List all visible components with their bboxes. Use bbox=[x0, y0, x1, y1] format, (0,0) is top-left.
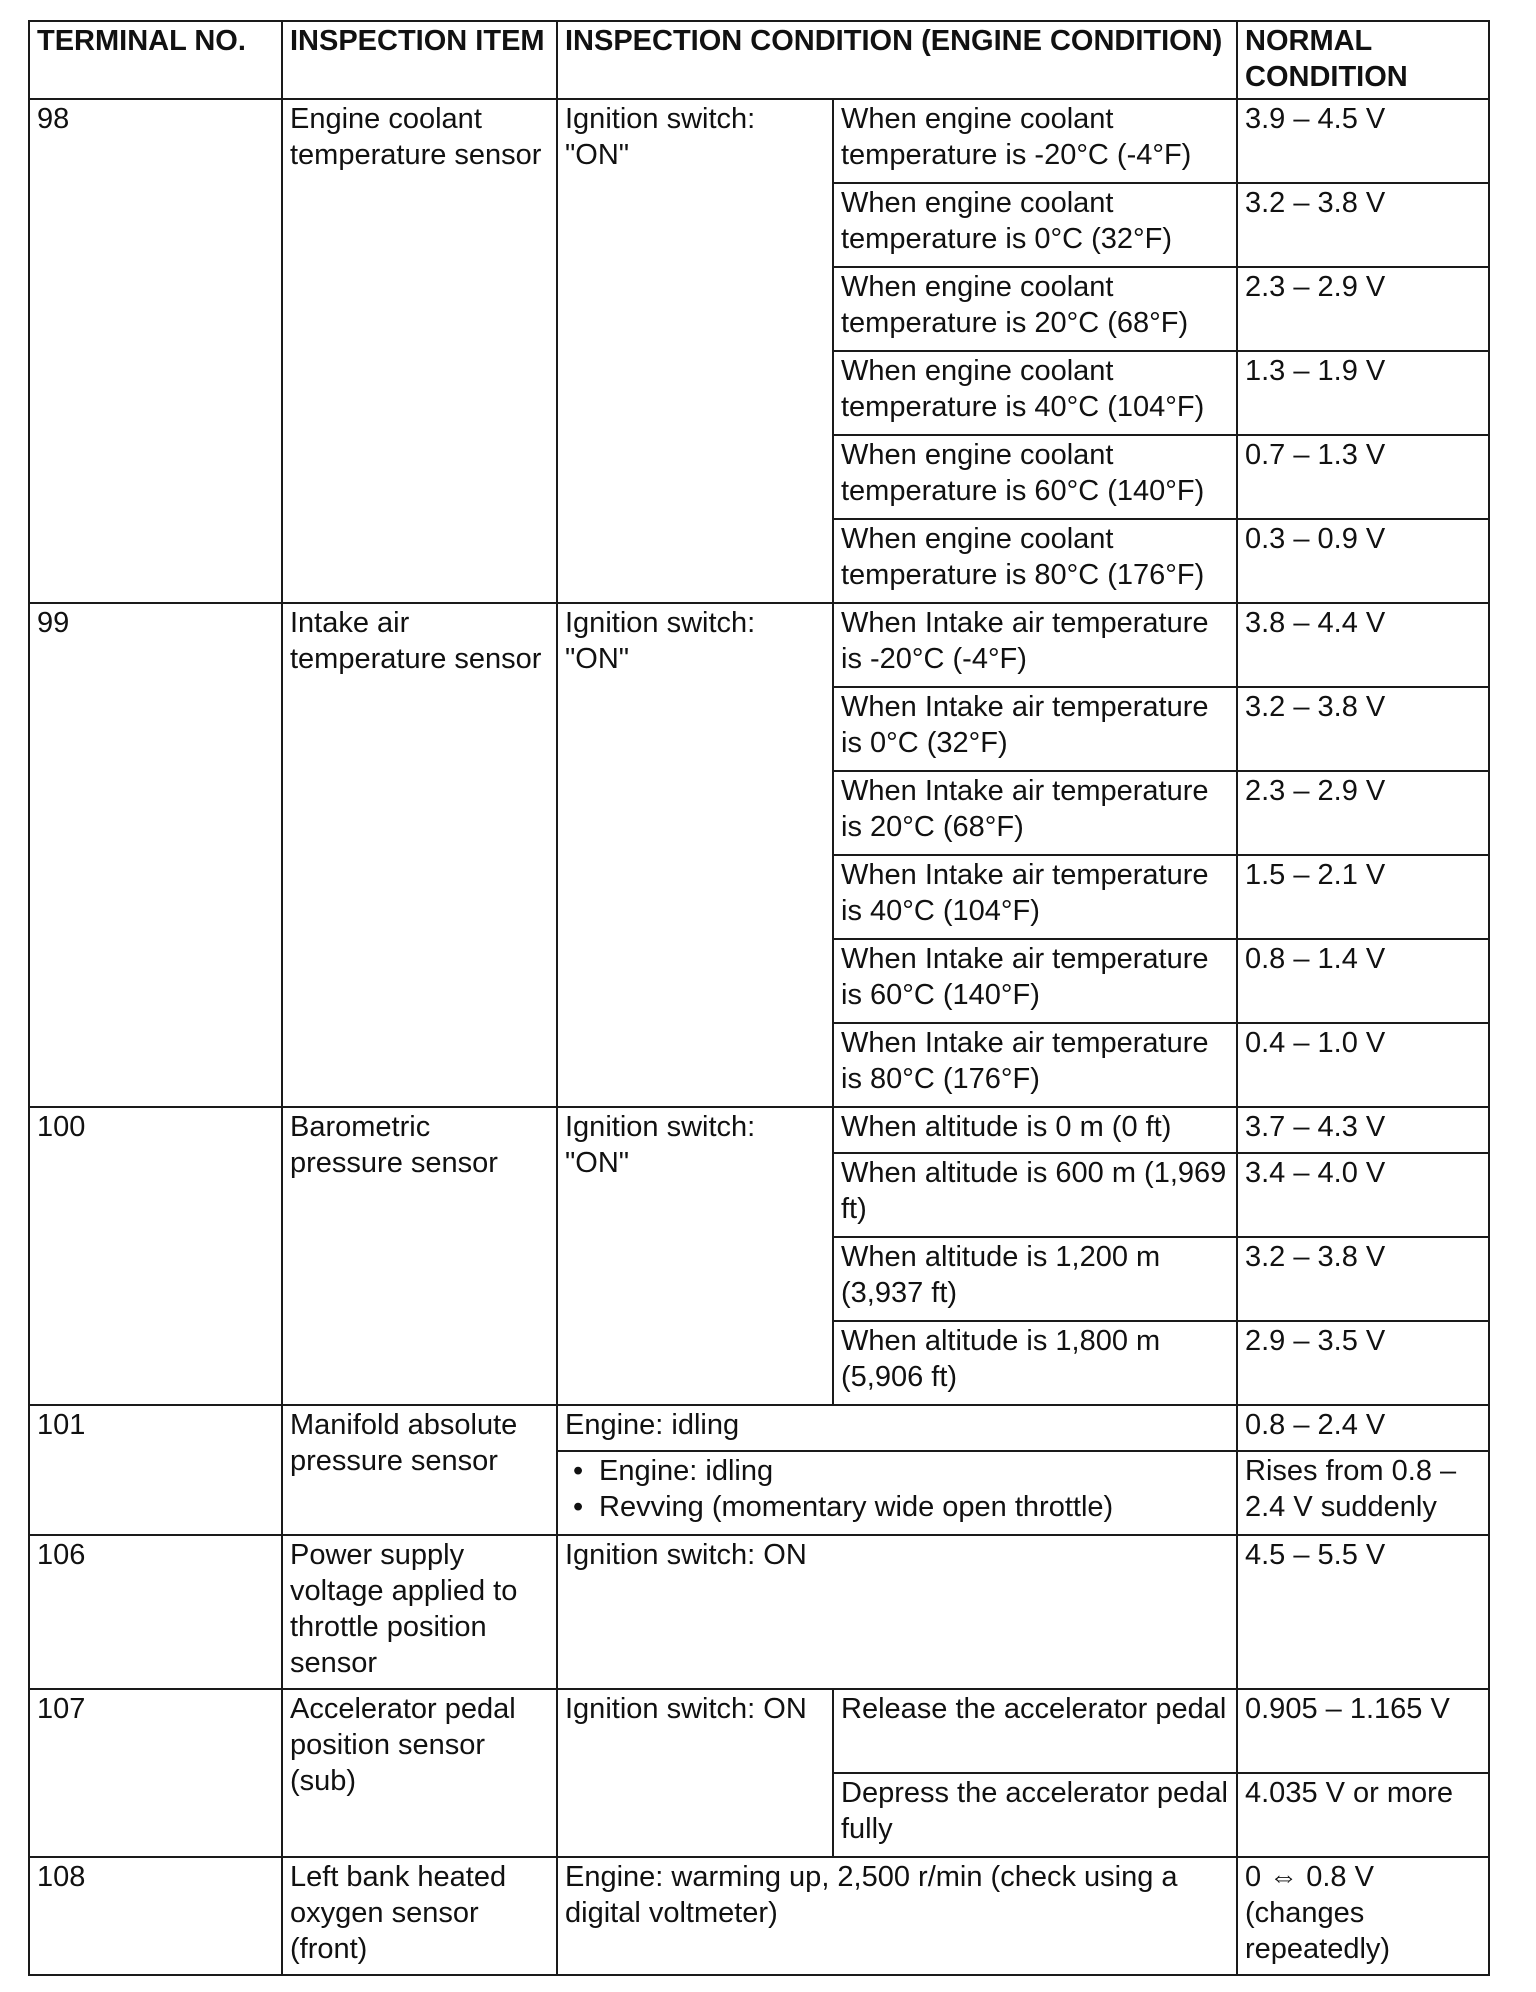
terminal-cell: 98 bbox=[29, 99, 282, 603]
normal-cell: 3.7 – 4.3 V bbox=[1237, 1107, 1489, 1153]
header-item: INSPECTION ITEM bbox=[282, 21, 557, 99]
normal-cell: 3.8 – 4.4 V bbox=[1237, 603, 1489, 687]
normal-cell: 0.3 – 0.9 V bbox=[1237, 519, 1489, 603]
switch-cell: Ignition switch: "ON" bbox=[557, 99, 833, 603]
header-terminal: TERMINAL NO. bbox=[29, 21, 282, 99]
normal-cell: 0 ⇔ 0.8 V (changes repeatedly) bbox=[1237, 1857, 1489, 1975]
list-item: • Revving (momentary wide open throttle) bbox=[599, 1489, 1229, 1525]
condition-cell: When altitude is 0 m (0 ft) bbox=[833, 1107, 1237, 1153]
normal-cell: 2.9 – 3.5 V bbox=[1237, 1321, 1489, 1405]
normal-cell: 0.8 – 1.4 V bbox=[1237, 939, 1489, 1023]
condition-cell: When Intake air temperature is 60°C (140°F) bbox=[833, 939, 1237, 1023]
normal-cell: 3.4 – 4.0 V bbox=[1237, 1153, 1489, 1237]
normal-cell: 2.3 – 2.9 V bbox=[1237, 771, 1489, 855]
normal-cell: 0.8 – 2.4 V bbox=[1237, 1405, 1489, 1451]
condition-cell: When altitude is 1,200 m (3,937 ft) bbox=[833, 1237, 1237, 1321]
table-row bbox=[29, 1107, 1489, 1153]
condition-cell: When Intake air temperature is 20°C (68°F) bbox=[833, 771, 1237, 855]
condition-cell: When Intake air temperature is 40°C (104°F) bbox=[833, 855, 1237, 939]
table-row bbox=[29, 1405, 1489, 1451]
condition-bullet-list bbox=[565, 1453, 1229, 1525]
normal-cell: 0.4 – 1.0 V bbox=[1237, 1023, 1489, 1107]
terminal-cell: 101 bbox=[29, 1405, 282, 1535]
switch-cell: Ignition switch: "ON" bbox=[557, 1107, 833, 1405]
condition-cell: Engine: warming up, 2,500 r/min (check using a digital voltmeter) bbox=[557, 1857, 1237, 1975]
normal-cell: 3.2 – 3.8 V bbox=[1237, 1237, 1489, 1321]
condition-cell: When Intake air temperature is -20°C (-4°F) bbox=[833, 603, 1237, 687]
table-row bbox=[29, 99, 1489, 183]
condition-cell: Release the accelerator pedal bbox=[833, 1689, 1237, 1773]
condition-cell: Depress the accelerator pedal fully bbox=[833, 1773, 1237, 1857]
item-cell: Intake air temperature sensor bbox=[282, 603, 557, 1107]
condition-cell: When Intake air temperature is 0°C (32°F) bbox=[833, 687, 1237, 771]
condition-cell: When engine coolant temperature is -20°C (-4°F) bbox=[833, 99, 1237, 183]
table-row bbox=[29, 1535, 1489, 1689]
condition-cell: When engine coolant temperature is 0°C (32°F) bbox=[833, 183, 1237, 267]
list-item: • Engine: idling bbox=[599, 1453, 1229, 1489]
condition-cell: When engine coolant temperature is 40°C (104°F) bbox=[833, 351, 1237, 435]
condition-cell: When altitude is 1,800 m (5,906 ft) bbox=[833, 1321, 1237, 1405]
switch-cell: Ignition switch: "ON" bbox=[557, 603, 833, 1107]
normal-cell: 3.9 – 4.5 V bbox=[1237, 99, 1489, 183]
normal-cell: 4.035 V or more bbox=[1237, 1773, 1489, 1857]
condition-cell: When altitude is 600 m (1,969 ft) bbox=[833, 1153, 1237, 1237]
terminal-cell: 107 bbox=[29, 1689, 282, 1857]
condition-cell: When Intake air temperature is 80°C (176°F) bbox=[833, 1023, 1237, 1107]
item-cell: Accelerator pedal position sensor (sub) bbox=[282, 1689, 557, 1857]
table-row bbox=[29, 603, 1489, 687]
normal-cell: 4.5 – 5.5 V bbox=[1237, 1535, 1489, 1689]
terminal-cell: 99 bbox=[29, 603, 282, 1107]
normal-cell: 2.3 – 2.9 V bbox=[1237, 267, 1489, 351]
condition-cell: When engine coolant temperature is 20°C (68°F) bbox=[833, 267, 1237, 351]
item-cell: Power supply voltage applied to throttle position sensor bbox=[282, 1535, 557, 1689]
switch-cell: Ignition switch: ON bbox=[557, 1689, 833, 1857]
terminal-cell: 106 bbox=[29, 1535, 282, 1689]
item-cell: Engine coolant temperature sensor bbox=[282, 99, 557, 603]
terminal-cell: 108 bbox=[29, 1857, 282, 1975]
condition-cell: Engine: idling bbox=[557, 1405, 1237, 1451]
table-row bbox=[29, 1689, 1489, 1773]
condition-cell bbox=[557, 1451, 1237, 1535]
terminal-cell: 100 bbox=[29, 1107, 282, 1405]
condition-cell: When engine coolant temperature is 60°C (140°F) bbox=[833, 435, 1237, 519]
normal-cell: 0.905 – 1.165 V bbox=[1237, 1689, 1489, 1773]
normal-cell: 1.3 – 1.9 V bbox=[1237, 351, 1489, 435]
condition-cell: When engine coolant temperature is 80°C (176°F) bbox=[833, 519, 1237, 603]
table-row bbox=[29, 1857, 1489, 1975]
item-cell: Manifold absolute pressure sensor bbox=[282, 1405, 557, 1535]
item-cell: Barometric pressure sensor bbox=[282, 1107, 557, 1405]
inspection-table bbox=[28, 20, 1490, 1976]
header-normal: NORMAL CONDITION bbox=[1237, 21, 1489, 99]
normal-cell: 3.2 – 3.8 V bbox=[1237, 687, 1489, 771]
header-condition: INSPECTION CONDITION (ENGINE CONDITION) bbox=[557, 21, 1237, 99]
item-cell: Left bank heated oxygen sensor (front) bbox=[282, 1857, 557, 1975]
normal-cell: 1.5 – 2.1 V bbox=[1237, 855, 1489, 939]
condition-cell: Ignition switch: ON bbox=[557, 1535, 1237, 1689]
normal-cell: Rises from 0.8 – 2.4 V suddenly bbox=[1237, 1451, 1489, 1535]
normal-cell: 0.7 – 1.3 V bbox=[1237, 435, 1489, 519]
normal-cell: 3.2 – 3.8 V bbox=[1237, 183, 1489, 267]
